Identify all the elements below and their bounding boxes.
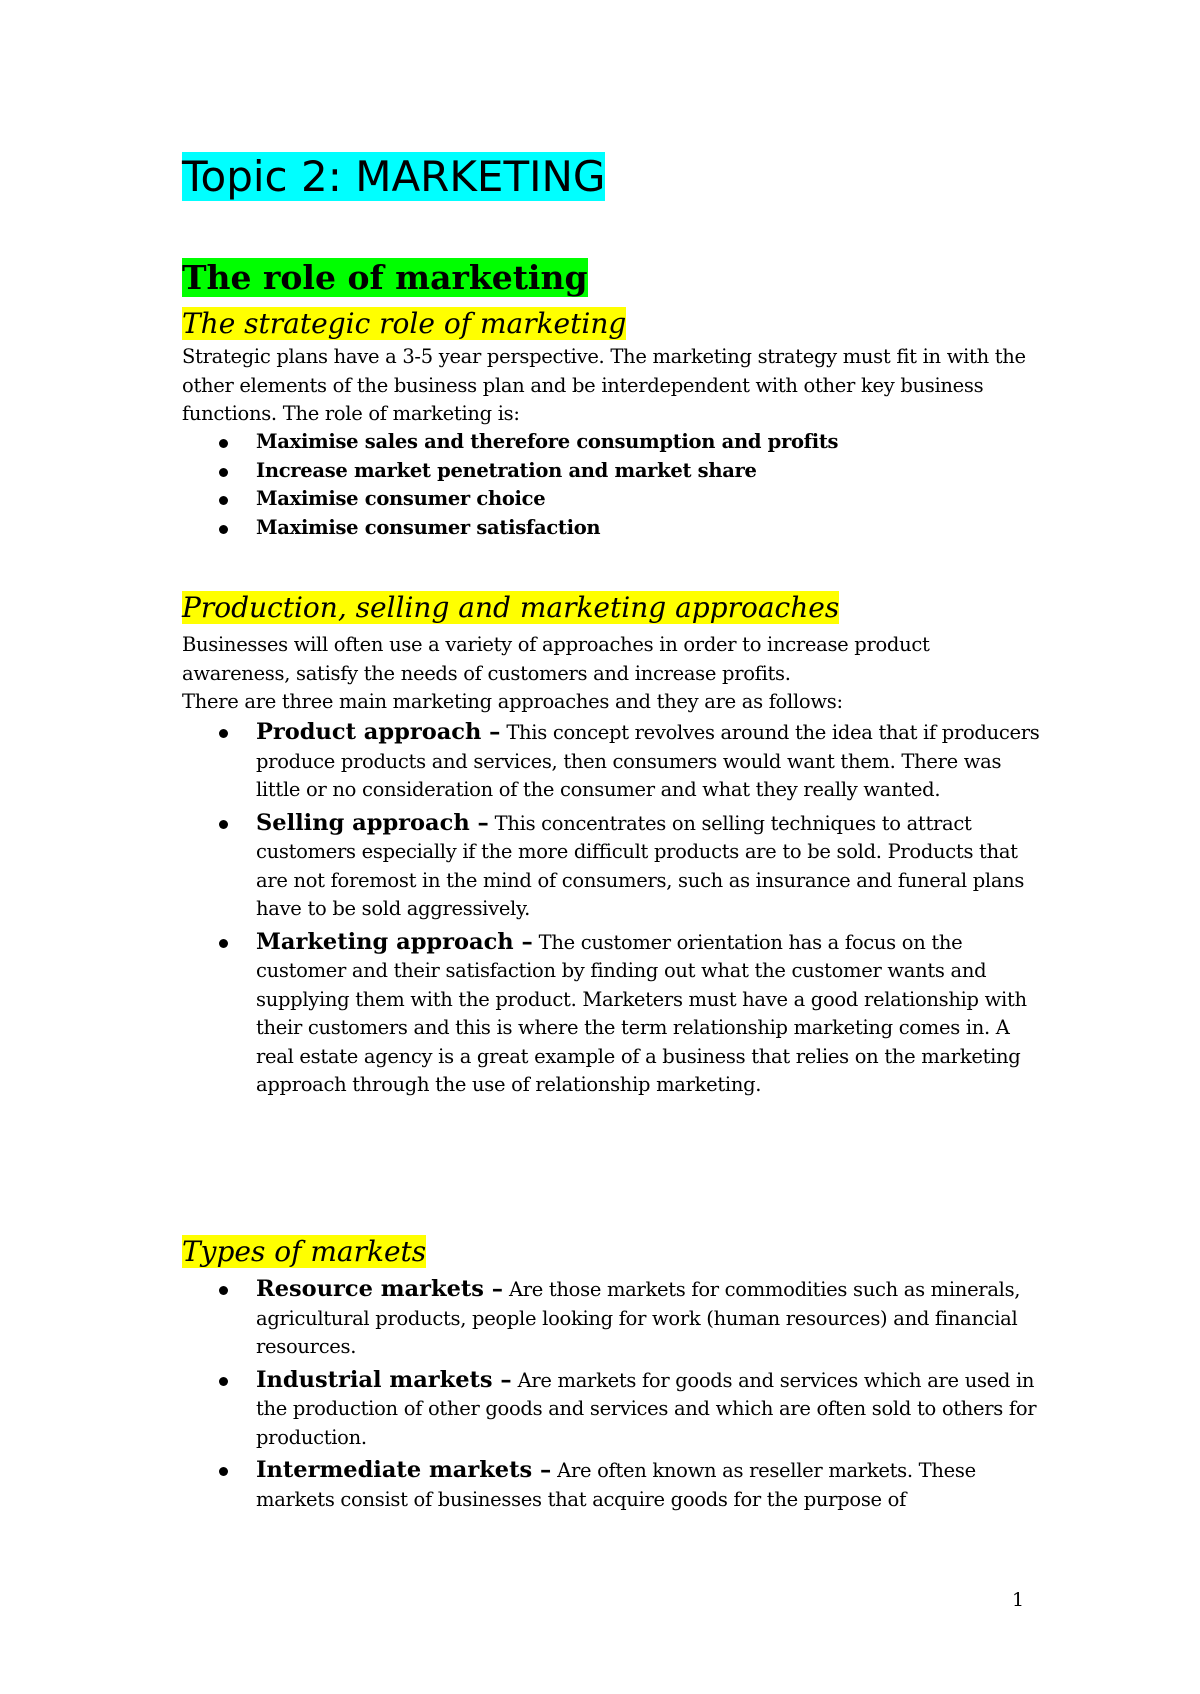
- list-item-term: Industrial markets –: [256, 1366, 512, 1393]
- list-item-term: Marketing approach –: [256, 928, 533, 955]
- subheading-strategic-role: [182, 305, 626, 343]
- list-item-term: Resource markets –: [256, 1276, 504, 1302]
- role-of-marketing-list: [182, 428, 1042, 542]
- list-item-text: Maximise consumer choice: [256, 487, 546, 510]
- approaches-list: [182, 718, 1042, 1104]
- list-item: [182, 1456, 1042, 1514]
- subheading-text: The strategic role of marketing: [182, 307, 627, 340]
- list-item-term: Intermediate markets –: [256, 1457, 552, 1483]
- section-heading-role-of-marketing: [182, 256, 588, 300]
- bullet-icon: [219, 496, 228, 505]
- list-item: [182, 809, 1042, 924]
- page-number: 1: [1012, 1589, 1025, 1611]
- types-of-markets-list: [182, 1275, 1042, 1518]
- list-item: [182, 718, 1042, 805]
- paragraph-strategic-role: Strategic plans have a 3-5 year perspective. The marketing strategy must fit in with the other elements of the business plan and be interdependent with other key business functions. The role of marketing is:: [182, 345, 1026, 425]
- list-item-text: Increase market penetration and market share: [256, 458, 757, 482]
- list-item-text: Are those markets for commodities such as minerals, agricultural products, people looking for work (human resources) and financial resources.: [256, 1278, 1021, 1358]
- bullet-icon: [219, 939, 228, 948]
- bullet-icon: [219, 468, 228, 477]
- list-item-text: Maximise consumer satisfaction: [256, 515, 601, 539]
- list-item: [182, 928, 1042, 1100]
- document-title: [182, 150, 605, 204]
- list-item-text: Are often known as reseller markets. These markets consist of businesses that acquire goods for the purpose of: [256, 1459, 976, 1511]
- bullet-icon: [219, 729, 228, 738]
- list-item: [182, 428, 1042, 457]
- bullet-icon: [219, 439, 228, 448]
- document-title-text: Topic 2: MARKETING: [182, 152, 606, 201]
- section-heading-text: The role of marketing: [182, 258, 588, 297]
- list-item: [182, 1275, 1042, 1362]
- list-item-text: Maximise sales and therefore consumption and profits: [256, 430, 839, 453]
- list-item: [182, 1366, 1042, 1453]
- paragraph-approaches-intro: Businesses will often use a variety of approaches in order to increase product awareness, satisfy the needs of customers and increase profits.: [182, 633, 930, 685]
- list-item: [182, 457, 1042, 486]
- bullet-icon: [219, 525, 228, 534]
- subheading-text: Production, selling and marketing approaches: [182, 591, 840, 624]
- bullet-icon: [219, 820, 228, 829]
- list-item-text: Are markets for goods and services which are used in the production of other goods and services and which are often sold to others for production.: [256, 1368, 1037, 1449]
- subheading-text: Types of markets: [182, 1235, 427, 1268]
- list-item-text: This concept revolves around the idea that if producers produce products and services, then consumers would want them. There was little or no consideration of the consumer and what they really wanted.: [256, 721, 1040, 801]
- list-item-text: This concentrates on selling techniques to attract customers especially if the more difficult products are to be sold. Products that are not foremost in the mind of consumers, such as insurance and funeral plans have to be sold aggressively.: [256, 811, 1025, 920]
- list-item: [182, 514, 1042, 543]
- list-item-text: The customer orientation has a focus on the customer and their satisfaction by finding out what the customer wants and supplying them with the product. Marketers must have a good relationship with their customers and this is where the term relationship marketing comes in. A real estate agency is a great example of a business that relies on the marketing approach through the use of relationship marketing.: [256, 930, 1027, 1096]
- list-item: [182, 485, 1042, 514]
- paragraph-approaches-intro-2: There are three main marketing approaches and they are as follows:: [182, 690, 843, 713]
- bullet-icon: [219, 1286, 228, 1295]
- bullet-icon: [219, 1377, 228, 1386]
- subheading-types-of-markets: [182, 1233, 426, 1271]
- bullet-icon: [219, 1467, 228, 1476]
- subheading-approaches: [182, 589, 839, 627]
- list-item-term: Selling approach –: [256, 809, 489, 836]
- list-item-term: Product approach –: [256, 719, 501, 745]
